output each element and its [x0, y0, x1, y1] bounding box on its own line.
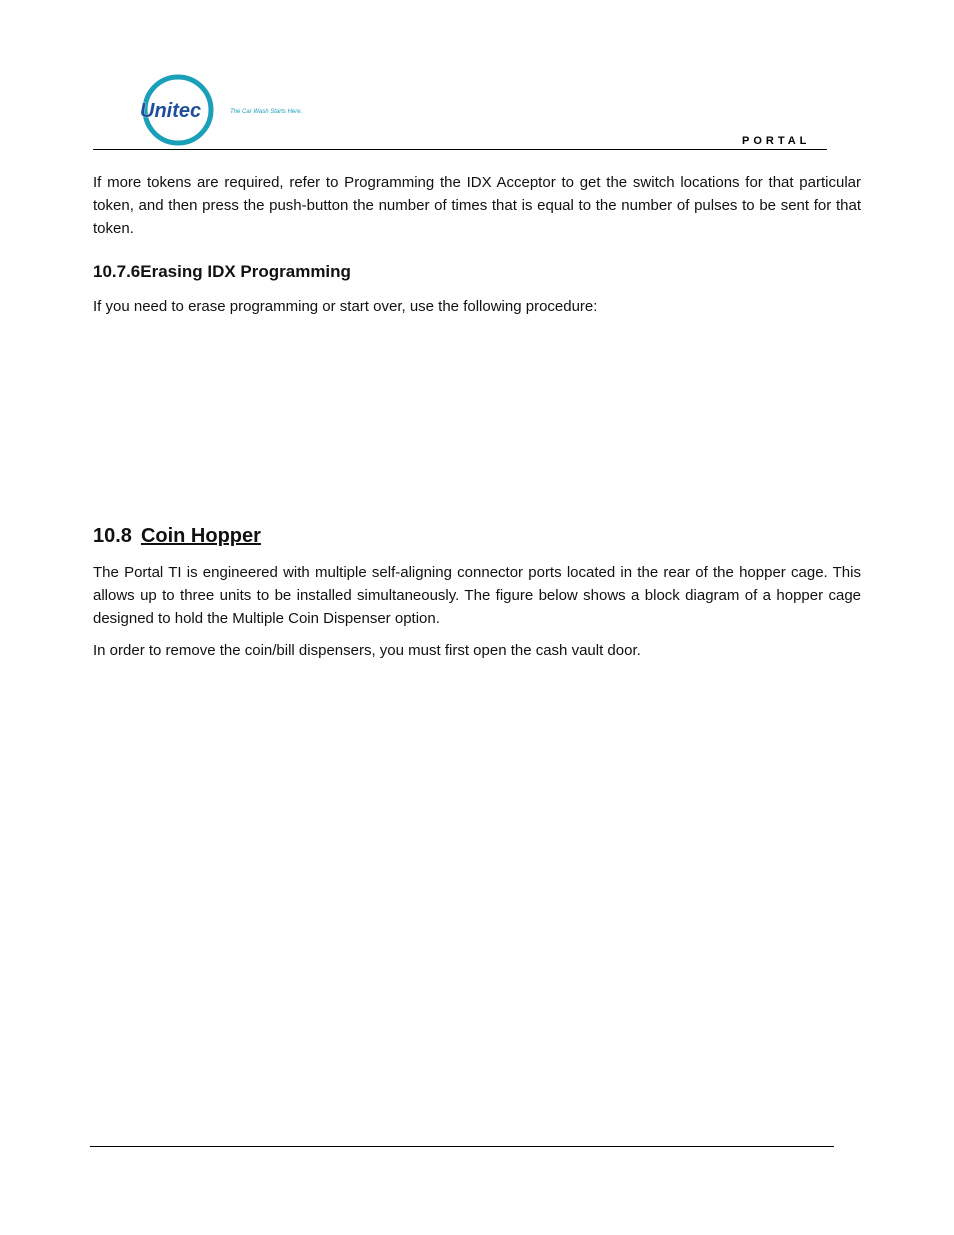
- header-divider: [93, 149, 827, 150]
- footer-divider: [90, 1146, 834, 1147]
- subsection-paragraph: If you need to erase programming or start over, use the following procedure:: [93, 298, 598, 315]
- unitec-logo: [137, 72, 327, 150]
- section-number: 10.8: [93, 525, 132, 547]
- section-title: Coin Hopper: [140, 525, 261, 547]
- unitec-logo-graphic: [137, 72, 327, 150]
- subsection-number: 10.7.6: [93, 262, 141, 281]
- section-heading: [93, 525, 261, 548]
- subsection-heading: [93, 262, 351, 282]
- logo-tagline-text: The Car Wash Starts Here.: [230, 109, 303, 115]
- section-paragraph-1: The Portal TI is engineered with multiple self-aligning connector ports located in the rear of the hopper cage. This allows up to three units to be installed simultaneously. The figure below shows a block diagram of a hopper cage designed to hold the Multiple Coin Dispenser option.: [93, 564, 861, 627]
- subsection-title: Erasing IDX Programming: [140, 262, 351, 281]
- header-section-label: PORTAL: [742, 135, 811, 147]
- section-paragraph-2: In order to remove the coin/bill dispensers, you must first open the cash vault door.: [93, 642, 641, 659]
- logo-brand-text: Unitec: [140, 100, 202, 122]
- intro-paragraph: If more tokens are required, refer to Programming the IDX Acceptor to get the switch locations for that particular token, and then press the push-button the number of times that is equal to the number of pulses to be sent for that token.: [93, 174, 861, 237]
